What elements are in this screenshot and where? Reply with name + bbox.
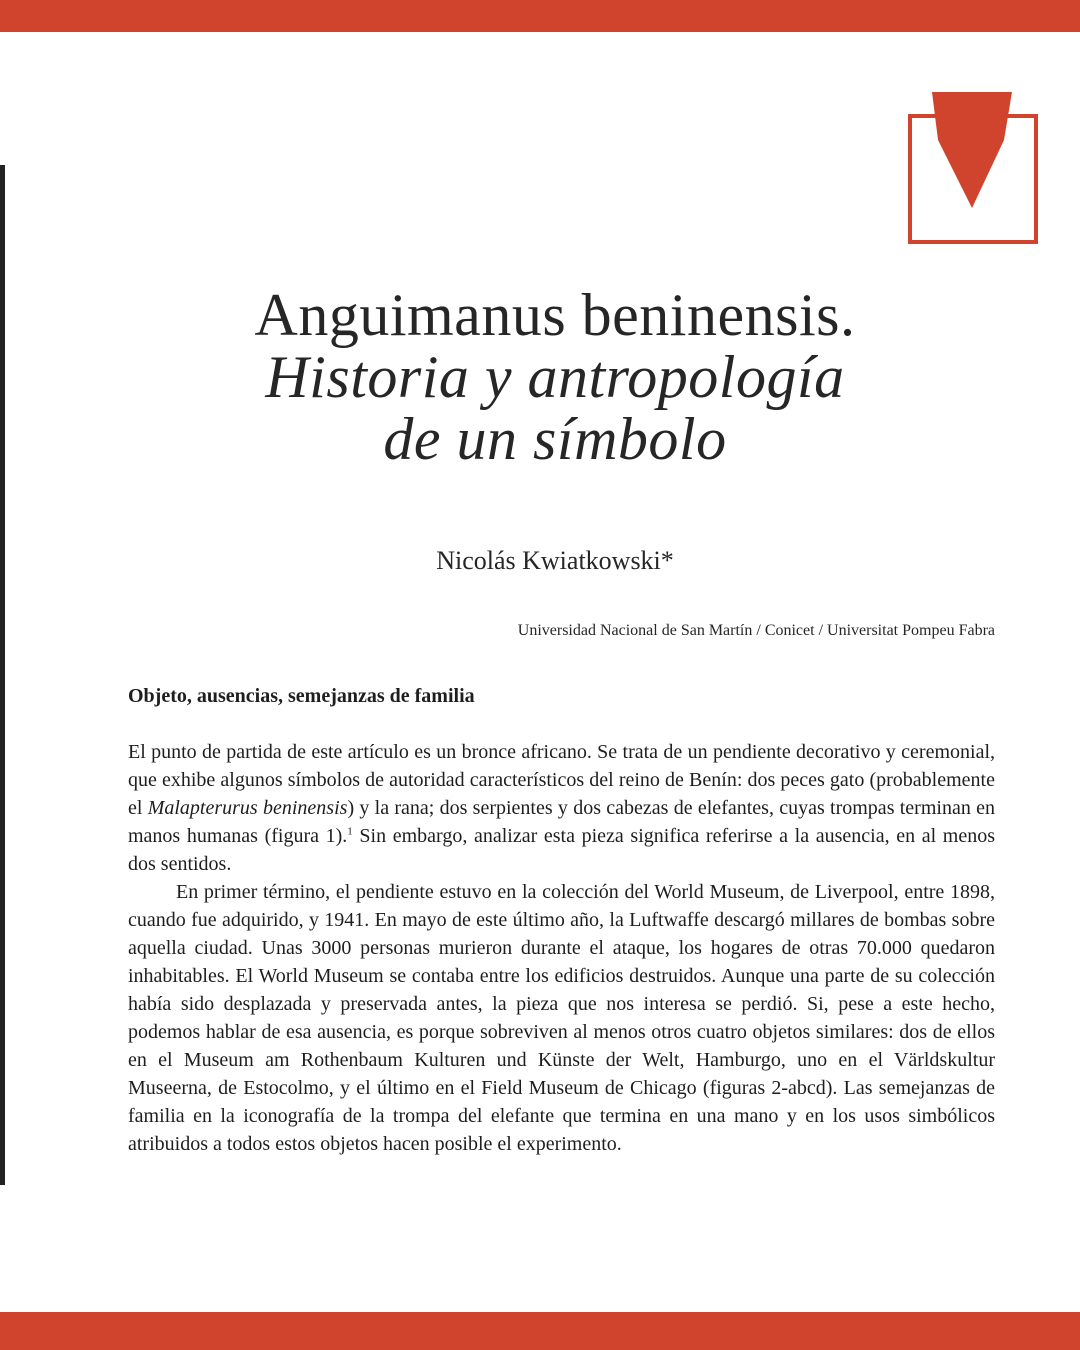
left-margin-rule	[0, 165, 5, 1185]
paragraph-2: En primer término, el pendiente estuvo en la colección del World Museum, de Liverpool, entre 1898, cuando fue adquirido, y 1941. En mayo de este último año, la Luftwaffe descargó millares de bombas sobre aquella ciudad. Unas 3000 personas murieron durante el ataque, los hogares de otras 70.000 quedaron inhabitables. El World Museum se contaba entre los edificios destruidos. Aunque una parte de su colección había sido desplazada y preservada antes, la pieza que nos interesa se perdió. Si, pese a este hecho, podemos hablar de esa ausencia, es porque sobreviven al menos otros cuatro objetos similares: dos de ellos en el Museum am Rothenbaum Kulturen und Künste der Welt, Hamburgo, uno en el Världskultur Museerna, de Estocolmo, y el último en el Field Museum de Chicago (figuras 2-abcd). Las semejanzas de familia en la iconografía de la trompa del elefante que termina en una mano y en los usos simbólicos atribuidos a todos estos objetos hacen posible el experimento.	[128, 881, 995, 1155]
article-body	[128, 738, 995, 1158]
paragraph-1	[128, 738, 995, 878]
title-line-1: Anguimanus beninensis.	[254, 282, 856, 348]
footnote-marker: 1	[347, 825, 353, 838]
top-accent-bar	[0, 0, 1080, 32]
logo-chevron	[932, 92, 1012, 208]
bottom-accent-bar	[0, 1312, 1080, 1350]
paragraph-1-part-2: ) y la rana; dos serpientes y dos cabezas de elefantes, cuyas trompas terminan en manos humanas (figura 1).	[128, 797, 995, 847]
article-title	[150, 284, 960, 470]
paragraph-1-part-1: El punto de partida de este artículo es un bronce africano. Se trata de un pendiente decorativo y ceremonial, que exhibe algunos símbolos de autoridad característicos del reino de Benín: dos peces gato (probablemente el	[128, 741, 995, 819]
paragraph-1-part-3: Sin embargo, analizar esta pieza significa referirse a la ausencia, en al menos dos sentidos.	[128, 825, 995, 875]
author-affiliation: Universidad Nacional de San Martín / Conicet / Universitat Pompeu Fabra	[517, 622, 995, 639]
section-heading: Objeto, ausencias, semejanzas de familia	[128, 685, 475, 707]
author-name: Nicolás Kwiatkowski*	[436, 546, 674, 575]
shield-chevron-logo-icon	[906, 90, 1040, 246]
title-line-2: Historia y antropología	[265, 344, 845, 410]
title-line-3: de un símbolo	[383, 406, 727, 472]
species-name-italic: Malapterurus beninensis	[147, 797, 348, 819]
